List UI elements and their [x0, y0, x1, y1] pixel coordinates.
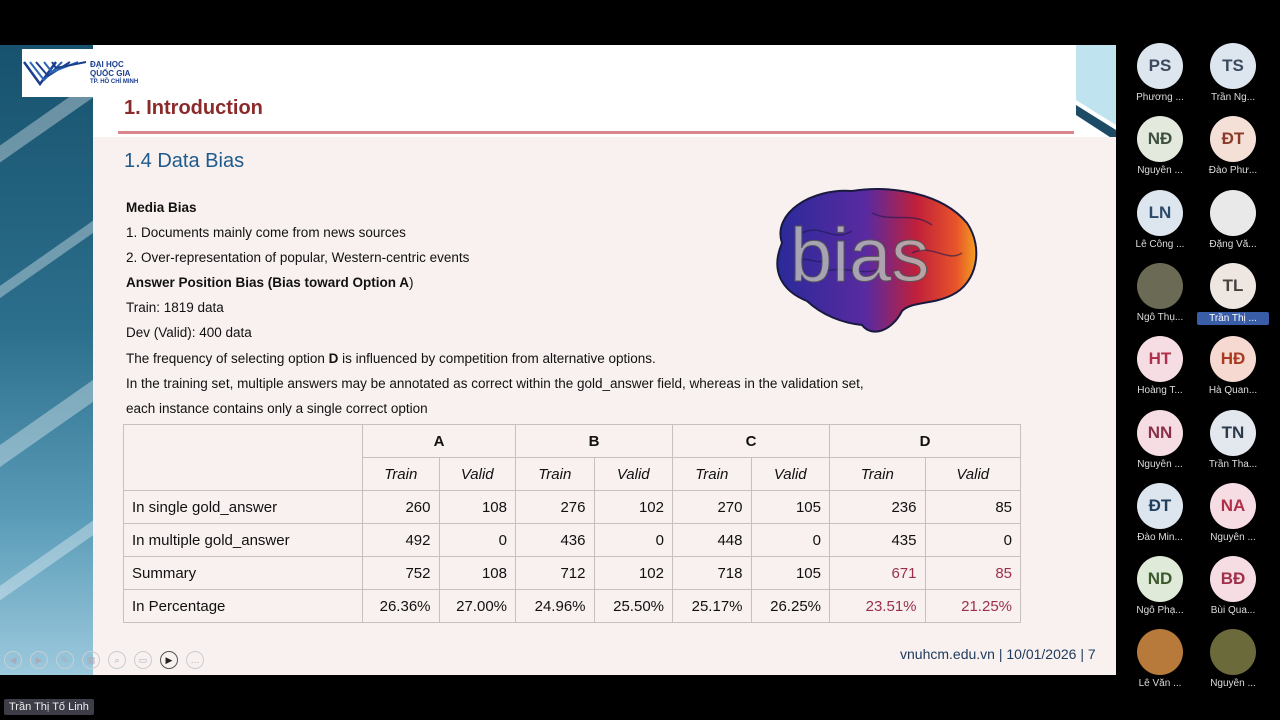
table-cell: 25.50% — [594, 590, 673, 623]
participant-photo — [1137, 263, 1183, 309]
participant-name: Hà Quan... — [1208, 385, 1258, 397]
next-slide-icon[interactable]: ▶ — [30, 651, 48, 669]
presentation-controls — [4, 651, 204, 669]
table-cell: 0 — [594, 524, 673, 557]
training-note-2: each instance contains only a single correct option — [126, 401, 428, 416]
participant-tile[interactable] — [1124, 629, 1196, 689]
table-corner-cell — [124, 425, 363, 491]
participant-name: Trần Ng... — [1210, 92, 1256, 103]
media-bias-point-2: 2. Over-representation of popular, Western-centric events — [126, 250, 470, 265]
logo-line-3: TP. HỒ CHÍ MINH — [90, 78, 139, 85]
participant-tile[interactable] — [1197, 483, 1269, 543]
participant-name: Đào Phư... — [1208, 165, 1258, 177]
participant-name: Ngô Thụ... — [1136, 311, 1184, 323]
participant-tile[interactable] — [1197, 410, 1269, 470]
participant-tile[interactable] — [1197, 336, 1269, 396]
participant-avatar: TN — [1210, 410, 1256, 456]
answer-bias-bold: Answer Position Bias (Bias toward Option A — [126, 275, 410, 290]
option-b-header: B — [516, 425, 673, 458]
slide-title: 1. Introduction — [124, 97, 263, 119]
slide-footer: vnuhcm.edu.vn | 10/01/2026 | 7 — [900, 646, 1096, 662]
zoom-icon[interactable]: ⌕ — [108, 651, 126, 669]
table-cell: 436 — [516, 524, 595, 557]
table-cell: 105 — [751, 557, 830, 590]
participant-avatar: TL — [1210, 263, 1256, 309]
participant-name: Nguyễn ... — [1210, 678, 1256, 690]
participant-tile[interactable] — [1197, 556, 1269, 616]
answer-bias-heading — [126, 275, 414, 290]
option-c-header: C — [673, 425, 830, 458]
subheader-train: Train — [830, 458, 926, 491]
logo-line-2: QUỐC GIA — [90, 68, 131, 78]
training-note-1: In the training set, multiple answers may be annotated as correct within the gold_answer field, whereas in the validation set, — [126, 376, 864, 391]
table-cell: 108 — [439, 491, 516, 524]
table-cell: 270 — [673, 491, 752, 524]
subheader-valid: Valid — [751, 458, 830, 491]
participant-name: Nguyễn ... — [1137, 458, 1183, 470]
participant-name: Ngô Phạ... — [1136, 605, 1184, 617]
participant-tile[interactable] — [1124, 556, 1196, 616]
right-decoration — [1076, 45, 1116, 145]
media-bias-point-1: 1. Documents mainly come from news sources — [126, 225, 406, 240]
subheader-train: Train — [516, 458, 595, 491]
answer-distribution-table — [123, 424, 1021, 623]
frequency-pre: The frequency of selecting option — [126, 351, 329, 366]
option-a-header: A — [363, 425, 516, 458]
subheader-valid: Valid — [594, 458, 673, 491]
participant-tile[interactable] — [1124, 336, 1196, 396]
participant-avatar: ĐT — [1210, 116, 1256, 162]
participant-avatar: PS — [1137, 43, 1183, 89]
participant-photo — [1210, 629, 1256, 675]
participant-photo — [1210, 190, 1256, 236]
table-cell: 85 — [925, 557, 1021, 590]
participant-name: Lê Công ... — [1135, 238, 1185, 250]
left-decoration — [0, 45, 93, 675]
subheader-valid: Valid — [439, 458, 516, 491]
participant-avatar: ND — [1137, 556, 1183, 602]
row-label: Summary — [124, 557, 363, 590]
section-title: 1.4 Data Bias — [124, 150, 245, 172]
participant-tile[interactable] — [1197, 43, 1269, 103]
media-bias-heading: Media Bias — [126, 200, 197, 215]
subtitles-icon[interactable]: ▭ — [134, 651, 152, 669]
brain-label: bias — [790, 213, 930, 298]
participants-panel — [1116, 0, 1280, 720]
participant-avatar: NN — [1137, 410, 1183, 456]
participant-tile[interactable] — [1124, 410, 1196, 470]
slides-grid-icon[interactable]: ▦ — [82, 651, 100, 669]
participant-tile[interactable] — [1197, 263, 1269, 325]
participant-tile[interactable] — [1197, 190, 1269, 250]
table-cell: 27.00% — [439, 590, 516, 623]
camera-icon[interactable]: ▶ — [160, 651, 178, 669]
participant-tile[interactable] — [1124, 190, 1196, 250]
table-cell: 260 — [363, 491, 440, 524]
header-band — [22, 49, 1076, 97]
participant-name: Hoàng T... — [1137, 385, 1183, 397]
logo-line-1: ĐẠI HỌC — [90, 59, 124, 69]
pen-icon[interactable]: ✎ — [56, 651, 74, 669]
participant-name: Trần Thị ... — [1197, 312, 1269, 325]
participant-tile[interactable] — [1124, 43, 1196, 103]
table-cell: 21.25% — [925, 590, 1021, 623]
participant-avatar: TS — [1210, 43, 1256, 89]
participant-name: Nguyễn ... — [1137, 165, 1183, 177]
logo-text — [90, 60, 138, 87]
participant-avatar: NA — [1210, 483, 1256, 529]
table-cell: 492 — [363, 524, 440, 557]
table-cell: 102 — [594, 557, 673, 590]
train-count: Train: 1819 data — [126, 300, 224, 315]
participant-name: Trần Tha... — [1208, 458, 1258, 470]
row-label: In single gold_answer — [124, 491, 363, 524]
table-cell: 712 — [516, 557, 595, 590]
participant-tile[interactable] — [1124, 263, 1196, 323]
table-cell: 448 — [673, 524, 752, 557]
participant-name: Lê Văn ... — [1138, 678, 1182, 690]
participant-avatar: ĐT — [1137, 483, 1183, 529]
table-cell: 85 — [925, 491, 1021, 524]
frequency-post: is influenced by competition from alternative options. — [338, 351, 656, 366]
table-row — [124, 524, 1021, 557]
university-logo — [22, 51, 158, 95]
table-row — [124, 557, 1021, 590]
table-cell: 26.25% — [751, 590, 830, 623]
participant-name: Bùi Qua... — [1210, 605, 1256, 617]
answer-bias-paren: ) — [409, 275, 414, 290]
subheader-train: Train — [363, 458, 440, 491]
participant-tile[interactable] — [1124, 483, 1196, 543]
table-cell: 0 — [439, 524, 516, 557]
participant-tile[interactable] — [1197, 629, 1269, 689]
subheader-valid: Valid — [925, 458, 1021, 491]
option-d-header: D — [830, 425, 1021, 458]
brain-bias-image — [762, 183, 984, 339]
table-cell: 24.96% — [516, 590, 595, 623]
table-cell: 26.36% — [363, 590, 440, 623]
participant-photo — [1137, 629, 1183, 675]
table-cell: 23.51% — [830, 590, 926, 623]
table-cell: 236 — [830, 491, 926, 524]
dev-count: Dev (Valid): 400 data — [126, 325, 252, 340]
table-row — [124, 491, 1021, 524]
table-cell: 276 — [516, 491, 595, 524]
table-cell: 102 — [594, 491, 673, 524]
participant-avatar: HT — [1137, 336, 1183, 382]
participant-tile[interactable] — [1197, 116, 1269, 176]
participant-name: Nguyễn ... — [1210, 531, 1256, 543]
participant-name: Đặng Vă... — [1209, 238, 1257, 250]
title-divider — [118, 131, 1074, 134]
row-label: In multiple gold_answer — [124, 524, 363, 557]
table-cell: 105 — [751, 491, 830, 524]
table-cell: 671 — [830, 557, 926, 590]
participant-avatar: LN — [1137, 190, 1183, 236]
table-cell: 435 — [830, 524, 926, 557]
participant-name: Phương ... — [1136, 92, 1184, 103]
logo-mark-icon — [22, 58, 88, 88]
table-row — [124, 590, 1021, 623]
table-cell: 108 — [439, 557, 516, 590]
table-cell: 752 — [363, 557, 440, 590]
table-header-row — [124, 425, 1021, 458]
subheader-train: Train — [673, 458, 752, 491]
presentation-slide — [0, 45, 1116, 675]
participant-avatar: BĐ — [1210, 556, 1256, 602]
table-cell: 718 — [673, 557, 752, 590]
frequency-option: D — [328, 351, 339, 366]
speaker-name-tag: Trần Thị Tố Linh — [4, 699, 94, 715]
previous-slide-icon[interactable]: ◀ — [4, 651, 22, 669]
more-options-icon[interactable]: … — [186, 651, 204, 669]
table-cell: 0 — [751, 524, 830, 557]
table-body — [124, 491, 1021, 623]
frequency-note — [126, 351, 656, 366]
participant-avatar: NĐ — [1137, 116, 1183, 162]
row-label: In Percentage — [124, 590, 363, 623]
table-cell: 25.17% — [673, 590, 752, 623]
table-cell: 0 — [925, 524, 1021, 557]
participant-tile[interactable] — [1124, 116, 1196, 176]
participant-avatar: HĐ — [1210, 336, 1256, 382]
participant-name: Đào Min... — [1137, 531, 1183, 543]
